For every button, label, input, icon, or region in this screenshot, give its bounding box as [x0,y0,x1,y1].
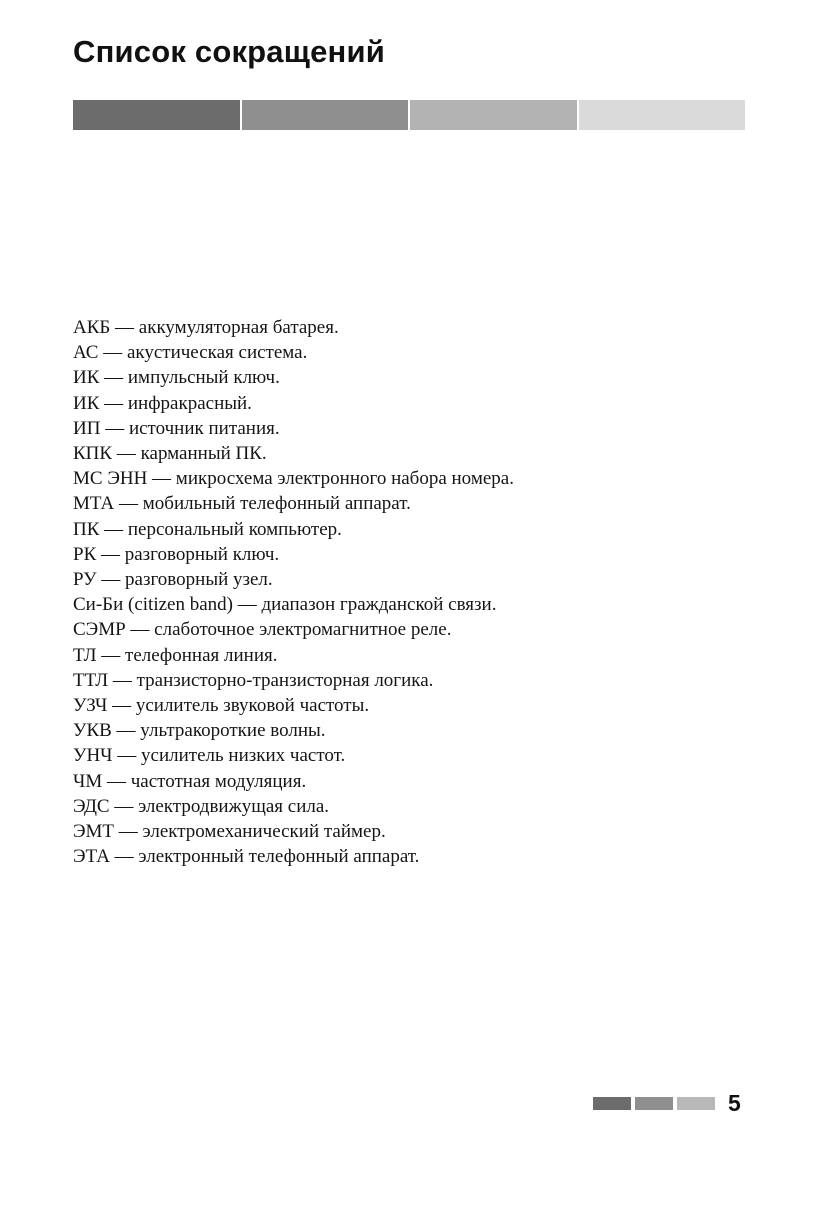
page-number: 5 [728,1090,741,1116]
abbreviation-item: РУ — разговорный узел. [73,569,273,591]
abbreviation-item: ПК — персональный компьютер. [73,518,342,540]
abbreviation-item: ЭМТ — электромеханический таймер. [73,821,386,843]
footer-bar-dark [593,1097,631,1110]
abbreviation-item: ЧМ — частотная модуляция. [73,770,307,792]
abbreviation-item: МТА — мобильный телефонный аппарат. [73,493,411,515]
page-footer [593,1089,753,1119]
abbreviation-item: ИК — инфракрасный. [73,392,252,414]
abbreviation-item: ИП — источник питания. [73,417,280,439]
abbreviation-item: Си-Би (citizen band) — диапазон гражданской связи. [73,594,497,616]
title-bar-light [410,100,577,130]
abbreviation-item: УЗЧ — усилитель звуковой частоты. [73,695,370,717]
abbreviation-item: АС — акустическая система. [73,342,308,364]
abbreviation-item: ИК — импульсный ключ. [73,367,280,389]
abbreviation-item: ЭДС — электродвижущая сила. [73,795,330,817]
abbreviation-item: КПК — карманный ПК. [73,443,267,465]
title-bar-mid [242,100,409,130]
page-title: Список сокращений [73,34,385,69]
abbreviation-list [73,315,773,869]
footer-bar-light [677,1097,715,1110]
abbreviation-item: МС ЭНН — микросхема электронного набора номера. [73,468,514,490]
footer-bar-mid [635,1097,673,1110]
abbreviation-item: РК — разговорный ключ. [73,543,280,565]
abbreviation-item: ЭТА — электронный телефонный аппарат. [73,846,420,868]
abbreviation-item: АКБ — аккумуляторная батарея. [73,317,339,338]
abbreviation-item: УНЧ — усилитель низких частот. [73,745,346,767]
abbreviation-item: СЭМР — слаботочное электромагнитное реле. [73,619,452,641]
title-bar-dark [73,100,240,130]
title-decoration-bars [73,100,745,130]
abbreviation-item: УКВ — ультракороткие волны. [73,720,326,742]
title-bar-lightest [579,100,746,130]
abbreviation-item: ТТЛ — транзисторно-транзисторная логика. [73,669,434,691]
abbreviation-item: ТЛ — телефонная линия. [73,644,278,666]
